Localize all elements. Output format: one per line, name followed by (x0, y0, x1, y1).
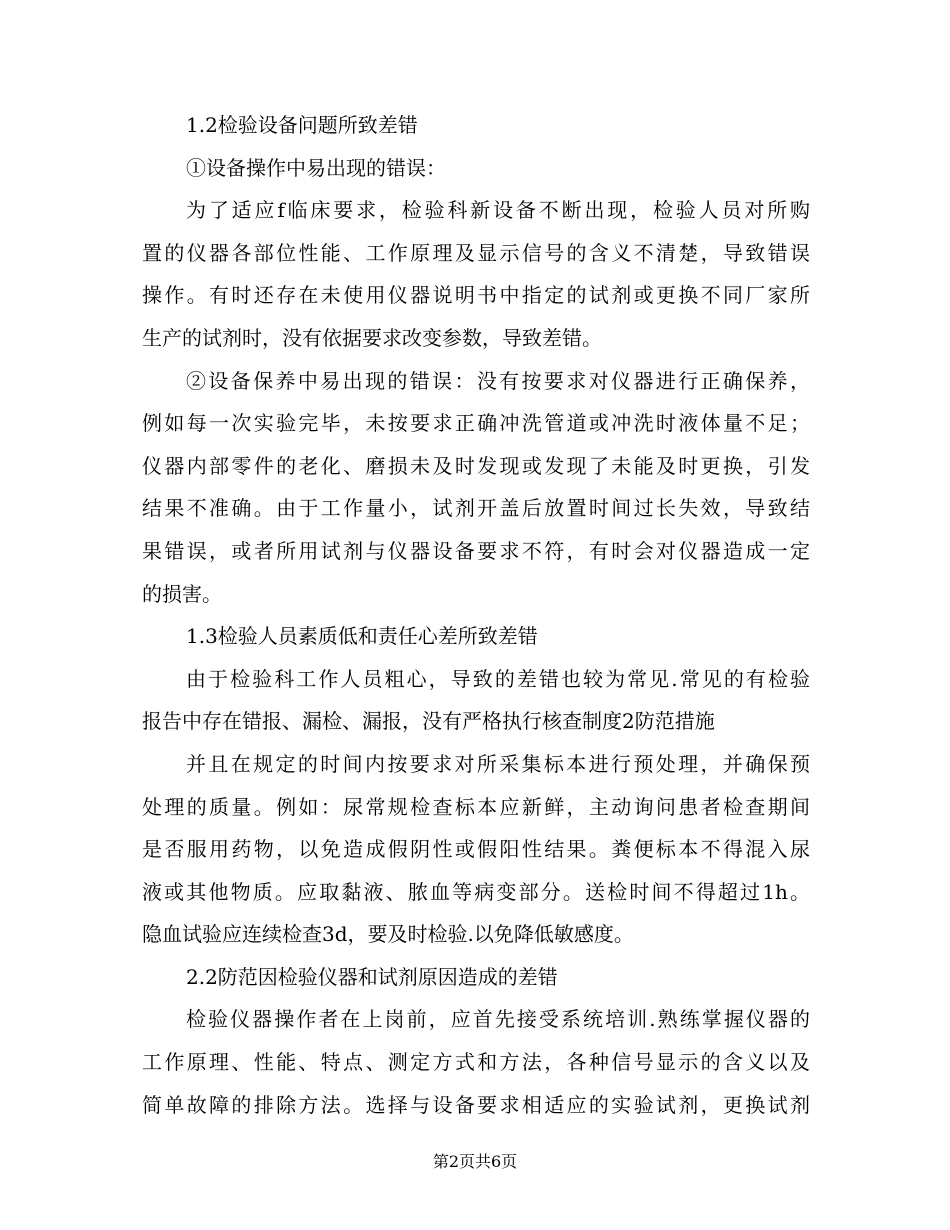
paragraph-line: 简单故障的排除方法。选择与设备要求相适应的实验试剂，更换试剂 (142, 1092, 810, 1117)
section-heading-2-2: 2.2防范因检验仪器和试剂原因造成的差错 (186, 964, 558, 989)
paragraph-line: 并且在规定的时间内按要求对所采集标本进行预处理，并确保预 (186, 751, 810, 776)
paragraph-line: 操作。有时还存在未使用仪器说明书中指定的试剂或更换不同厂家所 (142, 283, 810, 308)
section-heading-1-2: 1.2检验设备问题所致差错 (186, 113, 418, 137)
paragraph-line: 由于检验科工作人员粗心，导致的差错也较为常见.常见的有检验 (186, 666, 810, 691)
paragraph-line: ②设备保养中易出现的错误：没有按要求对仪器进行正确保养， (186, 368, 810, 393)
page-number-footer: 第2页共6页 (432, 1152, 518, 1171)
paragraph-line: 置的仪器各部位性能、工作原理及显示信号的含义不清楚，导致错误 (142, 240, 810, 265)
paragraph-line: 例如每一次实验完毕，未按要求正确冲洗管道或冲洗时液体量不足； (142, 411, 810, 436)
paragraph-line: 为了适应f临床要求，检验科新设备不断出现，检验人员对所购 (186, 198, 810, 223)
paragraph-line: 检验仪器操作者在上岗前，应首先接受系统培训.熟练掌握仪器的 (186, 1007, 810, 1032)
paragraph-line: 报告中存在错报、漏检、漏报，没有严格执行核查制度2防范措施 (142, 709, 715, 734)
document-body (142, 104, 810, 1126)
paragraph-line: 隐血试验应连续检查3d，要及时检验.以免降低敏感度。 (142, 922, 634, 947)
subheading-operation-errors: ①设备操作中易出现的错误： (186, 155, 446, 180)
paragraph-line: 的损害。 (142, 581, 222, 606)
section-heading-1-3: 1.3检验人员素质低和责任心差所致差错 (186, 624, 538, 649)
paragraph-line: 果错误，或者所用试剂与仪器设备要求不符，有时会对仪器造成一定 (142, 538, 810, 563)
paragraph-line: 结果不准确。由于工作量小，试剂开盖后放置时间过长失效，导致结 (142, 496, 810, 521)
paragraph-line: 处理的质量。例如：尿常规检查标本应新鲜，主动询问患者检查期间 (142, 794, 810, 819)
paragraph-line: 生产的试剂时，没有依据要求改变参数，导致差错。 (142, 325, 602, 350)
paragraph-line: 是否服用药物，以免造成假阴性或假阳性结果。粪便标本不得混入尿 (142, 837, 810, 862)
paragraph-line: 仪器内部零件的老化、磨损未及时发现或发现了未能及时更换，引发 (142, 453, 810, 478)
paragraph-line: 液或其他物质。应取黏液、脓血等病变部分。送检时间不得超过1h。 (142, 879, 810, 904)
paragraph-line: 工作原理、性能、特点、测定方式和方法，各种信号显示的含义以及 (142, 1050, 810, 1075)
